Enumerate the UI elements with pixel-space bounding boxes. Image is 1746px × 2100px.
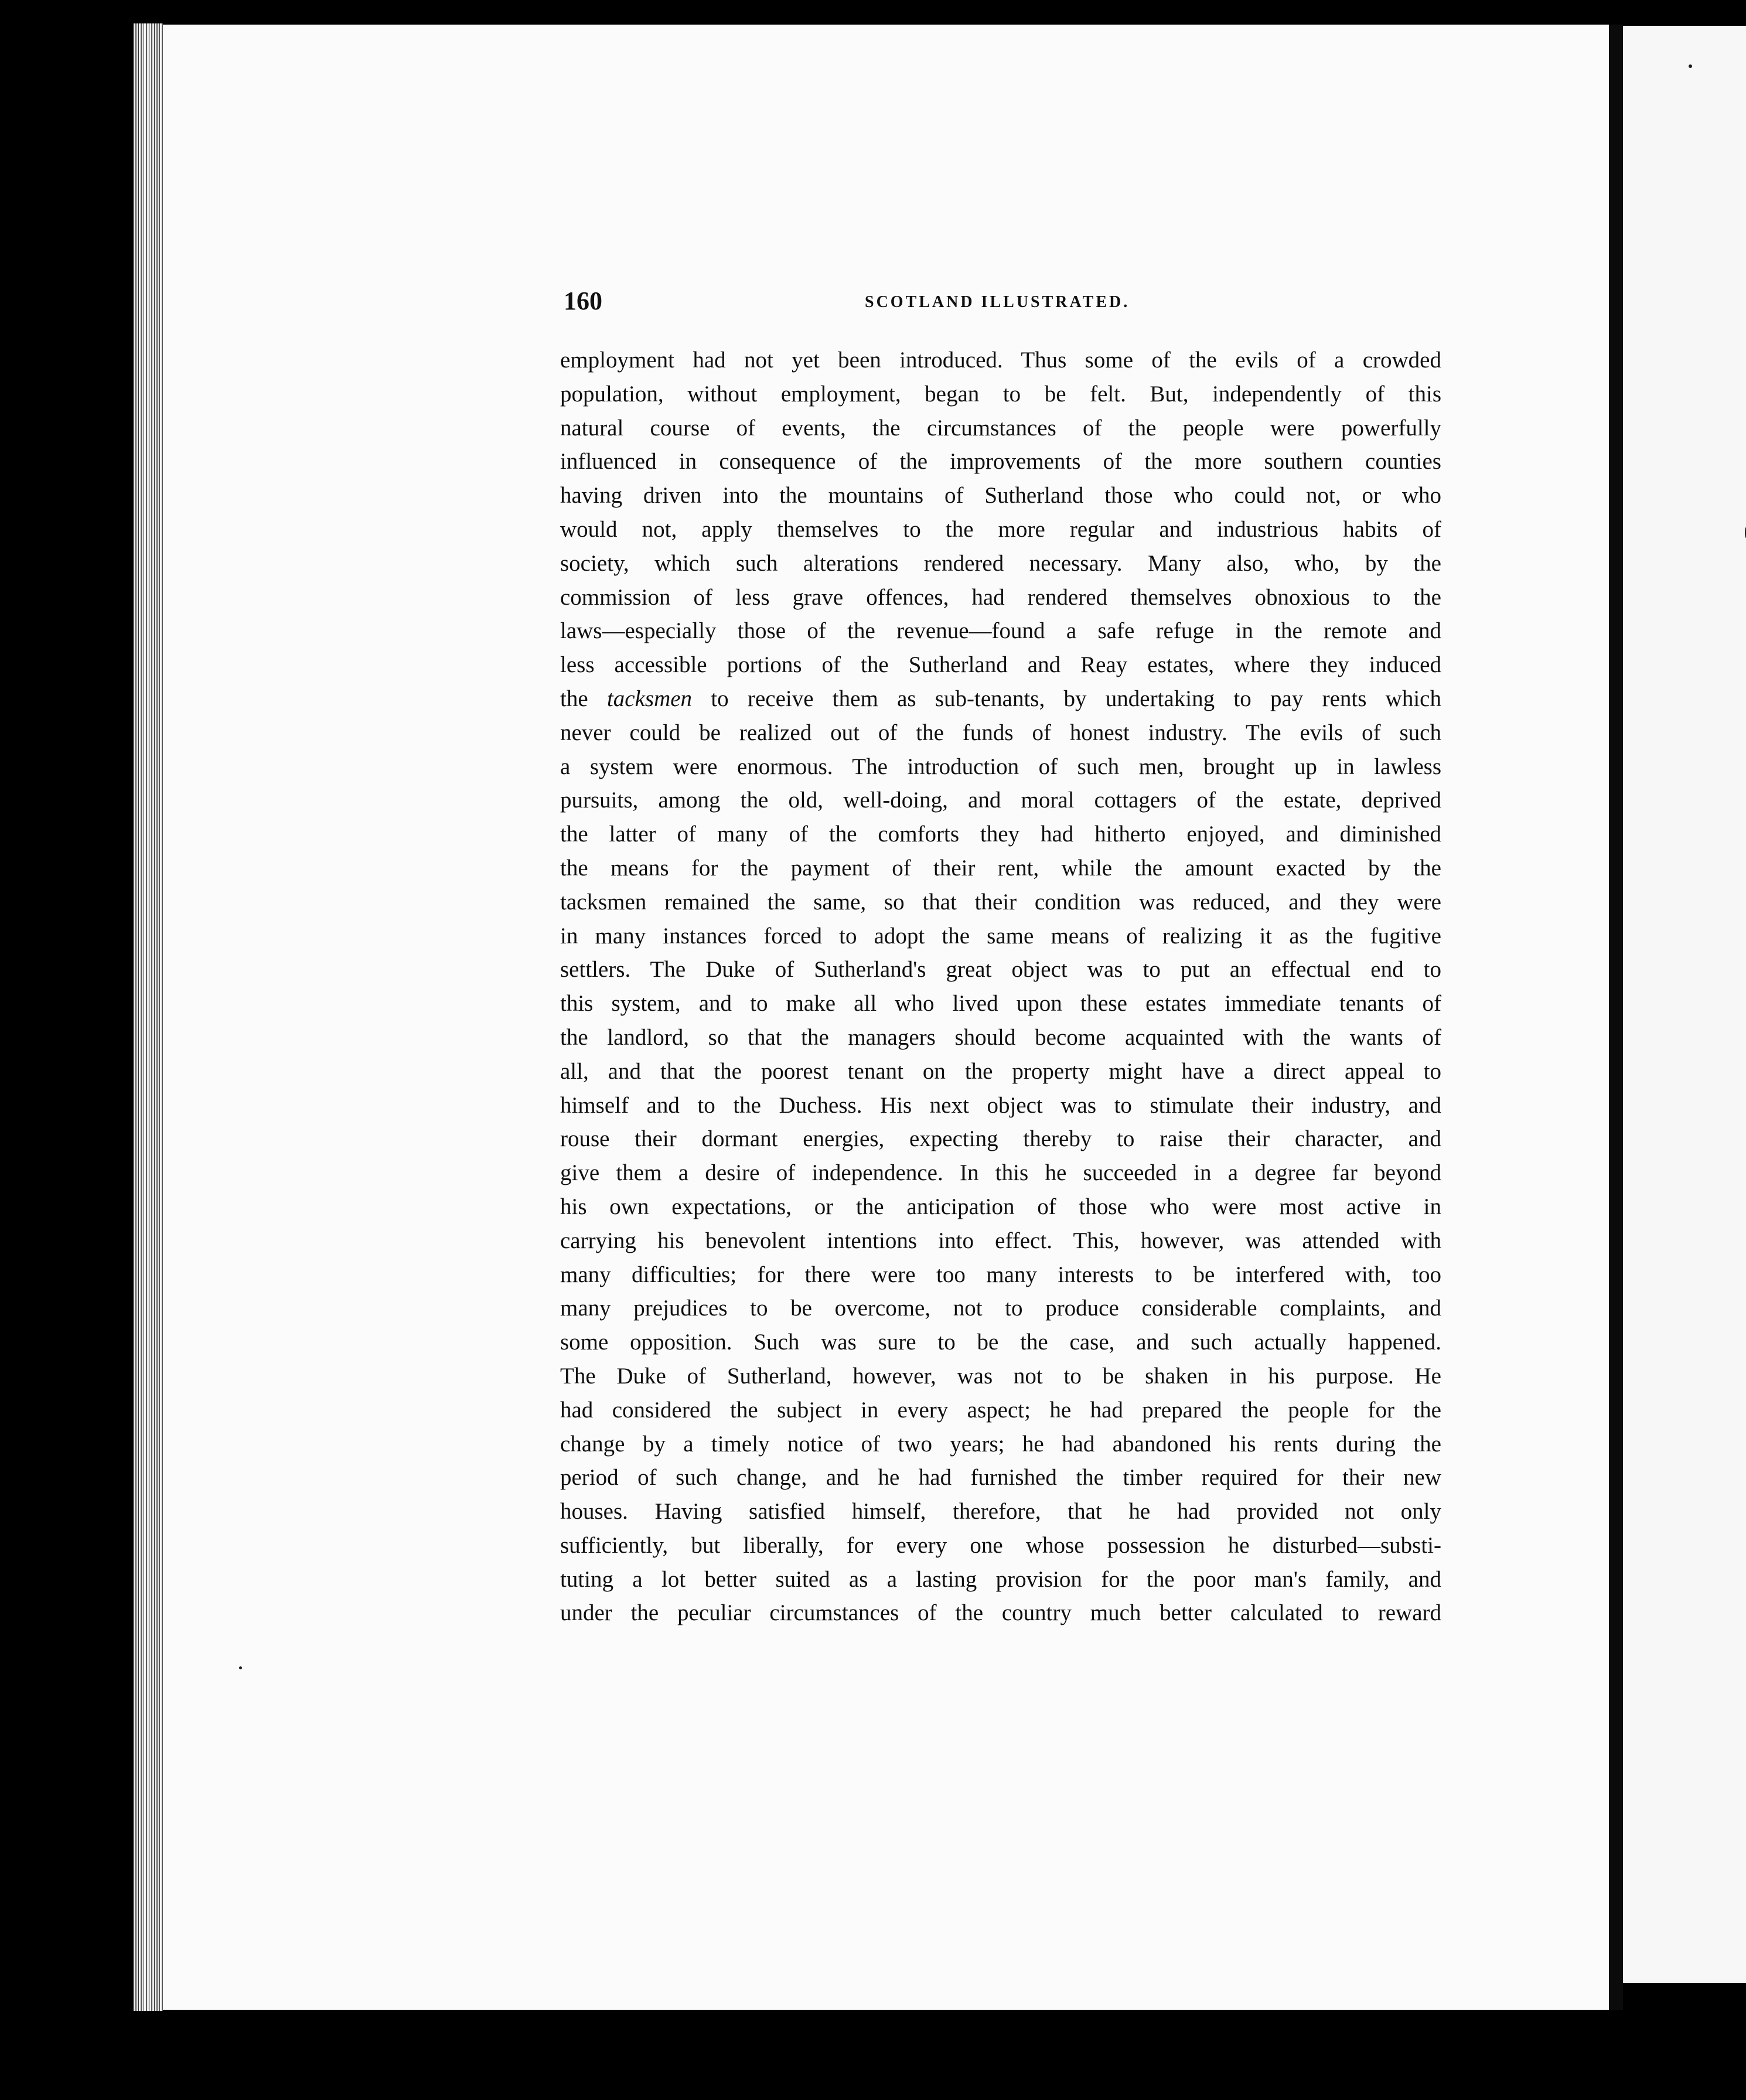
text-line: pursuits, among the old, well-doing, and moral cottagers of the estate, deprived (560, 788, 1441, 813)
text-line: some opposition. Such was sure to be the case, and such actually happened. (560, 1329, 1441, 1355)
text-line: himself and to the Duchess. His next object was to stimulate their industry, and (560, 1092, 1441, 1118)
text-line: this system, and to make all who lived upon these estates immediate tenants of (560, 991, 1441, 1017)
text-line: change by a timely notice of two years; he had abandoned his rents during the (560, 1431, 1441, 1457)
text-segment: to receive them as sub-tenants, by undertaking to pay rents which (692, 686, 1441, 711)
text-line: had considered the subject in every aspect; he had prepared the people for the (560, 1397, 1441, 1423)
running-head: SCOTLAND ILLUSTRATED. (865, 293, 1130, 311)
text-line: settlers. The Duke of Sutherland's great object was to put an effectual end to (560, 957, 1441, 983)
text-line: population, without employment, began to be felt. But, independently of this (560, 381, 1441, 407)
text-line: all, and that the poorest tenant on the property might have a direct appeal to (560, 1058, 1441, 1084)
text-line: rouse their dormant energies, expecting thereby to raise their character, and (560, 1126, 1441, 1152)
text-line: many difficulties; for there were too many interests to be interfered with, too (560, 1262, 1441, 1287)
text-line: the latter of many of the comforts they had hitherto enjoyed, and diminished (560, 821, 1441, 847)
text-line: tacksmen remained the same, so that their condition was reduced, and they were (560, 889, 1441, 915)
text-line: his own expectations, or the anticipation of those who were most active in (560, 1194, 1441, 1219)
text-line: having driven into the mountains of Sutherland those who could not, or who (560, 483, 1441, 509)
text-line: sufficiently, but liberally, for every one whose possession he disturbed—substi- (560, 1532, 1441, 1558)
text-line: give them a desire of independence. In this he succeeded in a degree far beyond (560, 1160, 1441, 1186)
page-header (564, 284, 1443, 319)
book-page-edges (134, 23, 163, 2011)
text-line: less accessible portions of the Sutherland and Reay estates, where they induced (560, 652, 1441, 678)
text-line: society, which such alterations rendered necessary. Many also, who, by the (560, 550, 1441, 576)
text-line: the landlord, so that the managers should become acquainted with the wants of (560, 1024, 1441, 1050)
page-number: 160 (564, 287, 602, 315)
text-line: many prejudices to be overcome, not to produce considerable complaints, and (560, 1296, 1441, 1321)
text-segment: the (560, 686, 607, 711)
italic-term: tacksmen (606, 686, 693, 711)
text-line: houses. Having satisfied himself, therefore, that he had provided not only (560, 1499, 1441, 1525)
text-line: employment had not yet been introduced. Thus some of the evils of a crowded (560, 347, 1441, 373)
text-line: commission of less grave offences, had rendered themselves obnoxious to the (560, 584, 1441, 610)
text-line: period of such change, and he had furnished the timber required for their new (560, 1465, 1441, 1491)
text-line: natural course of events, the circumstances of the people were powerfully (560, 415, 1441, 441)
text-line: in many instances forced to adopt the same means of realizing it as the fugitive (560, 923, 1441, 949)
text-line: never could be realized out of the funds of honest industry. The evils of such (560, 720, 1441, 745)
text-line: influenced in consequence of the improvements of the more southern counties (560, 449, 1441, 475)
text-line: tuting a lot better suited as a lasting provision for the poor man's family, and (560, 1566, 1441, 1592)
scan-speck (239, 1666, 242, 1669)
text-line: under the peculiar circumstances of the country much better calculated to reward (560, 1600, 1441, 1626)
text-line: carrying his benevolent intentions into effect. This, however, was attended with (560, 1228, 1441, 1253)
text-line: a system were enormous. The introduction of such men, brought up in lawless (560, 754, 1441, 779)
text-line: would not, apply themselves to the more regular and industrious habits of (560, 516, 1441, 542)
text-line: The Duke of Sutherland, however, was not to be shaken in his purpose. He (560, 1363, 1441, 1389)
scan-speck (1689, 64, 1692, 68)
text-line: laws—especially those of the revenue—found a safe refuge in the remote and (560, 618, 1441, 644)
facing-page-edge (1623, 26, 1746, 1983)
body-text (560, 343, 1441, 1630)
page-gutter (1609, 25, 1623, 2010)
text-line: the means for the payment of their rent, while the amount exacted by the (560, 855, 1441, 881)
text-line (560, 682, 1441, 716)
